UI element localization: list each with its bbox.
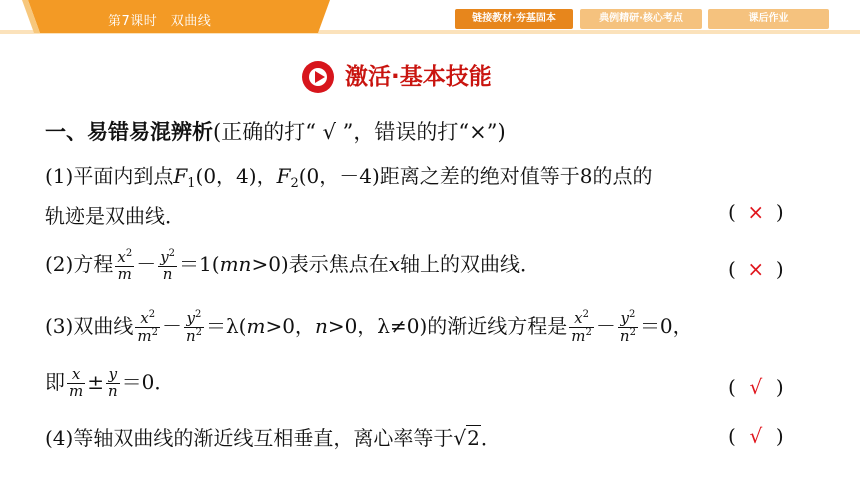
item-1-line-1: (1)平面内到点$F_1(0$，4)，$F_2(0$，－4)距离之差的绝对值等于8的点的 — [45, 164, 653, 191]
fraction-y2-over-n2: $\frac{y^2}{n^2}$ — [185, 309, 202, 345]
tab-key-examples[interactable]: 典例精研·核心考点 — [580, 9, 702, 29]
tab-homework[interactable]: 课后作业 — [708, 9, 829, 29]
fraction-y-over-n: $\frac{y}{n}$ — [108, 365, 118, 400]
part-title-note: (正确的打“ √ ”，错误的打“×”) — [213, 120, 506, 144]
fraction-x-over-m: $\frac{x}{m}$ — [69, 365, 84, 400]
item-2-answer: ( × ) — [728, 257, 784, 281]
fraction-x2-over-m: $\frac{x^2}{m}$ — [117, 247, 133, 283]
item-2-line: (2)方程 $\frac{x^2}{m}$ － $\frac{y^2}{n}$ ＝1(mn>0)表示焦点在x轴上的双曲线． — [45, 247, 541, 283]
fraction-x2-over-m2: $\frac{x^2}{m^2}$ — [137, 309, 158, 345]
top-bar — [0, 0, 860, 34]
check-mark: √ — [749, 424, 763, 448]
item-4-answer: ( √ ) — [728, 424, 784, 448]
sqrt-2: √2 — [453, 426, 480, 450]
lesson-title: 第7课时 双曲线 — [108, 14, 212, 29]
part-title-bold: 一、易错易混辨析 — [45, 120, 213, 144]
fraction-x2-over-m2-b: $\frac{x^2}{m^2}$ — [571, 309, 592, 345]
check-mark: √ — [749, 375, 763, 399]
item-4-line: (4)等轴双曲线的渐近线互相垂直，离心率等于√2． — [45, 426, 501, 450]
wrong-mark: × — [747, 257, 765, 281]
wrong-mark: × — [747, 200, 765, 224]
fraction-y2-over-n2-b: $\frac{y^2}{n^2}$ — [619, 309, 636, 345]
item-1-line-2: 轨迹是双曲线． — [45, 204, 185, 228]
item-3-line-2: 即 $\frac{x}{m}$ ± $\frac{y}{n}$ ＝0． — [45, 365, 175, 400]
play-circle-icon — [301, 60, 335, 94]
tab-textbook-basics[interactable]: 链接教材·夯基固本 — [455, 9, 573, 29]
part-title — [45, 116, 506, 146]
item-3-answer: ( √ ) — [728, 375, 784, 399]
section-title: 激活·基本技能 — [345, 64, 492, 90]
item-1-answer: ( × ) — [728, 200, 784, 224]
item-3-line-1: (3)双曲线 $\frac{x^2}{m^2}$ － $\frac{y^2}{n^2}$ ＝λ(m>0，n>0，λ≠0)的渐近线方程是 $\frac{x^2}{m^2}$ － $\frac{y^2}{n^2}$ ＝0， — [45, 309, 693, 345]
fraction-y2-over-n: $\frac{y^2}{n}$ — [160, 247, 176, 283]
